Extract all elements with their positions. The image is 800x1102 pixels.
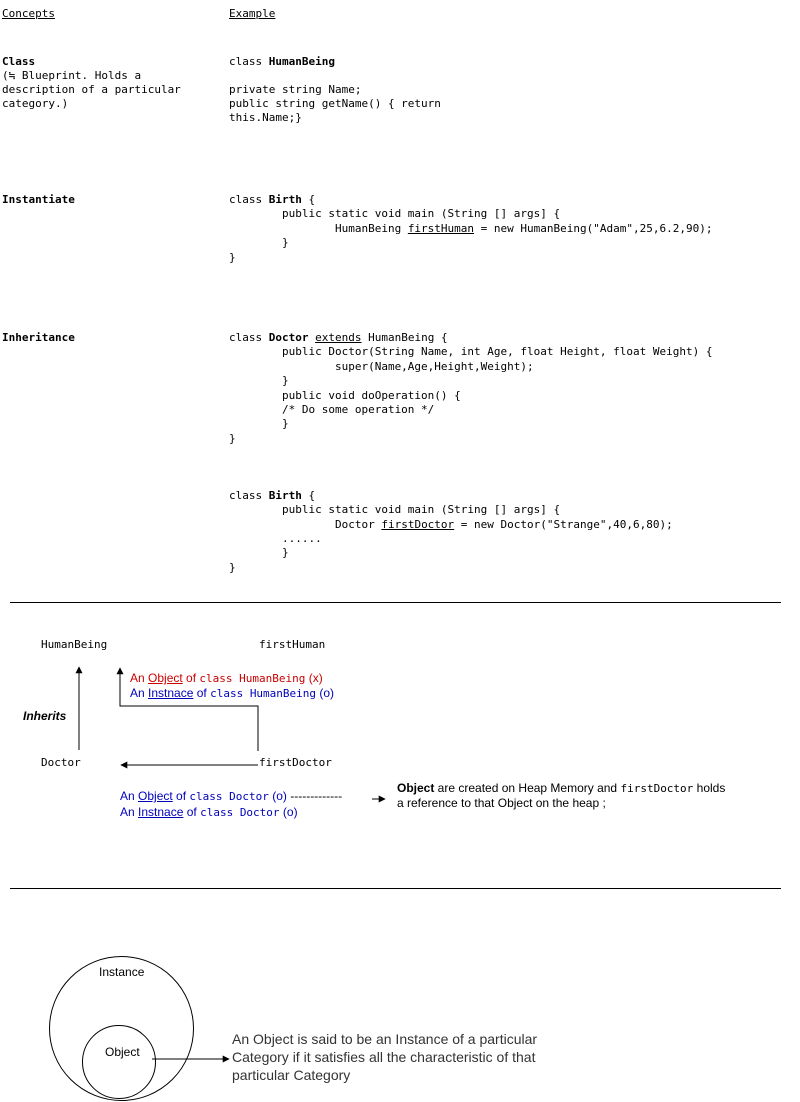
birth2-code-line-5: } [229,546,289,559]
superclass-name: HumanBeing { [361,331,448,344]
constructor-call: = new HumanBeing("Adam",25,6.2,90); [474,222,713,235]
inherits-label: Inherits [23,709,67,723]
inheritance-code-line-3: super(Name,Age,Height,Weight); [229,360,534,373]
open-brace: { [301,489,316,502]
firstdoctor-to-humanbeing-arrow [120,668,258,751]
class-name-doctor: Doctor [268,331,309,344]
x-mark: (x) [305,671,323,685]
class-concept-desc-1: (≒ Blueprint. Holds a [2,69,142,82]
instantiate-code-line-2: public static void main (String [] args] { [229,207,561,220]
object-label: Object [105,1045,140,1059]
an-text: An [120,789,139,803]
example-header: Example [229,7,276,20]
class-code-line-2: private string Name; [229,83,362,96]
an-text: An [130,671,149,685]
venn-description-1: An Object is said to be an Instance of a particular [232,1031,538,1047]
class-keyword: class [229,193,269,206]
concepts-header: Concepts [2,7,55,20]
class-code-line-4: this.Name;} [229,111,302,124]
of-text: of [172,789,190,803]
inheritance-concept-title: Inheritance [2,331,75,344]
class-concept-desc-3: category.) [2,97,69,110]
inheritance-code-line-7: } [229,417,289,430]
var-firsthuman: firstHuman [407,222,475,235]
an-text: An [130,686,149,700]
constructor-call: = new Doctor("Strange",40,6,80); [454,518,673,531]
type-name: HumanBeing [229,222,408,235]
class-keyword: class [229,489,269,502]
inheritance-code-line-6: /* Do some operation */ [229,403,435,416]
doctor-node: Doctor [41,756,81,769]
class-humanbeing-code: class HumanBeing [210,687,317,700]
birth2-code-line-2: public static void main (String [] args] { [229,503,561,516]
inheritance-code-line-2: public Doctor(String Name, int Age, float Height, float Weight) { [229,345,713,358]
class-concept-title: Class [2,55,36,68]
inheritance-code-line-5: public void doOperation() { [229,389,461,402]
object-word: Object [138,789,173,803]
o-mark: (o) [316,686,335,700]
dashed-connector: ------------- [286,789,343,803]
birth2-code-line-4: ...... [229,532,322,545]
heap-note-line-2: a reference to that Object on the heap ; [397,796,606,810]
firstdoctor-node: firstDoctor [259,756,332,769]
venn-description-3: particular Category [232,1067,351,1083]
var-firstdoctor: firstDoctor [381,518,455,531]
inheritance-code-line-4: } [229,374,289,387]
class-name-birth: Birth [268,193,302,206]
venn-description-2: Category if it satisfies all the characteristic of that [232,1049,536,1065]
firsthuman-node: firstHuman [259,638,326,651]
instantiate-concept-title: Instantiate [2,193,75,206]
of-text: of [183,805,201,819]
inheritance-code-line-8: } [229,432,236,445]
o-mark: (o) [279,805,298,819]
of-text: of [182,671,200,685]
note-end-text: holds [693,781,726,795]
instantiate-code-line-4: } [229,236,289,249]
instantiate-code-line-5: } [229,251,236,264]
humanbeing-node: HumanBeing [41,638,108,651]
firstdoctor-code: firstDoctor [620,782,694,795]
extends-keyword: extends [315,331,362,344]
object-word: Object [148,671,183,685]
class-doctor-code: class Doctor [200,806,280,819]
an-text: An [120,805,139,819]
instnace-word: Instnace [138,805,184,819]
class-keyword: class [229,331,269,344]
class-doctor-code: class Doctor [189,790,269,803]
separator-line-2 [10,888,781,889]
class-keyword: class [229,55,269,68]
open-brace: { [301,193,316,206]
birth2-code-line-6: } [229,561,236,574]
object-bold: Object [397,781,435,795]
class-humanbeing-code: class HumanBeing [199,672,306,685]
o-mark: (o) [268,789,287,803]
instnace-word: Instnace [148,686,194,700]
instance-label: Instance [99,965,145,979]
object-circle [82,1025,156,1099]
class-name-birth: Birth [268,489,302,502]
note-mid-text: are created on Heap Memory and [434,781,621,795]
class-concept-desc-2: description of a particular [2,83,181,96]
class-code-line-3: public string getName() { return [229,97,441,110]
type-name: Doctor [229,518,382,531]
of-text: of [193,686,211,700]
class-name-humanbeing: HumanBeing [268,55,335,68]
